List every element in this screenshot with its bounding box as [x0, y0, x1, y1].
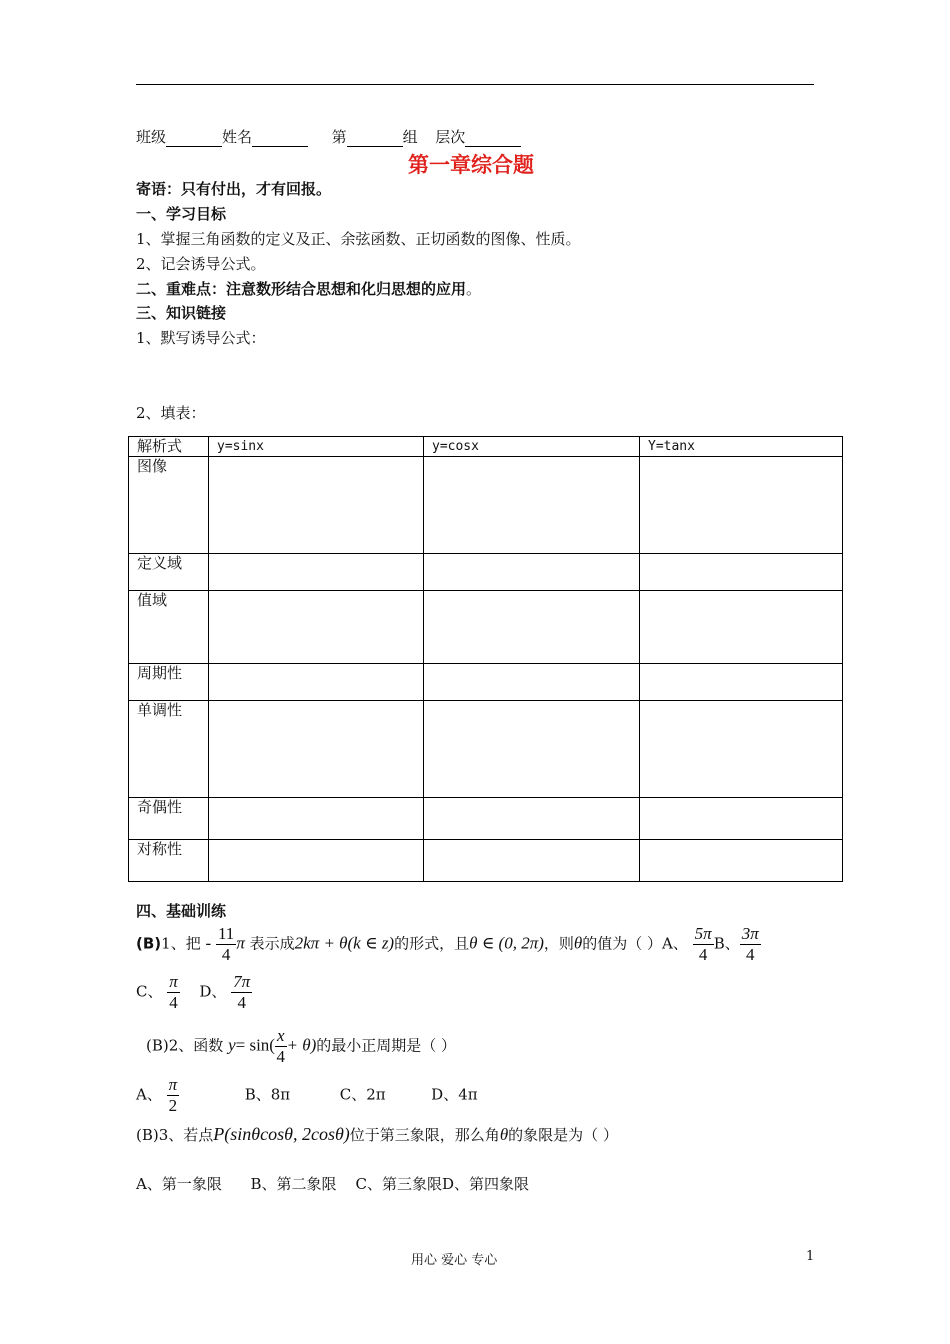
- header-cell-tan: Y=tanx: [640, 437, 843, 457]
- table-row: [129, 798, 843, 840]
- table-cell[interactable]: [424, 798, 640, 840]
- q3-text-a: (B)3、若点: [136, 1126, 214, 1144]
- question-1: [136, 924, 761, 965]
- student-info-line: [136, 126, 521, 147]
- q1-fraction: [216, 924, 236, 965]
- q1-text-e: 的值为（ ）A、: [582, 934, 688, 953]
- table-cell[interactable]: [209, 798, 424, 840]
- q1-cond: θ ∈ (0, 2π): [469, 933, 544, 953]
- table-row: [129, 840, 843, 882]
- q1-optc-den: 4: [169, 993, 178, 1012]
- q2-opta-num: π: [168, 1075, 178, 1094]
- group-suffix: 组: [402, 128, 418, 146]
- level-blank[interactable]: [465, 128, 521, 147]
- question-2: [146, 1026, 456, 1067]
- q1-num: 11: [217, 924, 235, 943]
- q2-option-a: [167, 1075, 180, 1116]
- section-knowledge-heading: 三、知识链接: [136, 304, 227, 322]
- name-label: 姓名: [222, 128, 253, 146]
- q1-opta-num: 5π: [694, 924, 712, 943]
- header-rule: [136, 84, 814, 85]
- group-blank[interactable]: [347, 128, 403, 147]
- question-3-options: A、第一象限 B、第二象限 C、第三象限D、第四象限: [136, 1175, 530, 1193]
- table-cell[interactable]: [640, 457, 843, 554]
- row-label-graph: 图像: [129, 457, 209, 554]
- q1-optd-num: 7π: [233, 972, 251, 991]
- question-1-options-cd: [136, 972, 252, 1013]
- q2-text-a: (B)2、函数: [146, 1036, 224, 1055]
- table-row: [129, 664, 843, 701]
- row-label-monotonicity: 单调性: [129, 701, 209, 798]
- table-cell[interactable]: [640, 554, 843, 591]
- header-cell: 解析式: [129, 437, 209, 457]
- table-cell[interactable]: [424, 457, 640, 554]
- table-row: [129, 457, 843, 554]
- header-cell-sin: y=sinx: [209, 437, 424, 457]
- table-row: [129, 591, 843, 664]
- q3-point: P(sinθcosθ, 2cosθ): [213, 1124, 350, 1144]
- section-goals-heading: 一、学习目标: [136, 205, 227, 223]
- key-points-period: 。: [466, 280, 482, 298]
- q1-text-a: 1、把: [161, 934, 201, 953]
- level-label: 层次: [435, 128, 466, 146]
- table-cell[interactable]: [424, 840, 640, 882]
- q2-option-d: D、4π: [431, 1085, 478, 1104]
- q2-tail: + θ): [286, 1035, 317, 1055]
- class-label: 班级: [136, 128, 167, 146]
- q2-eq: = sin(: [235, 1035, 275, 1055]
- row-label-period: 周期性: [129, 664, 209, 701]
- name-blank[interactable]: [252, 128, 308, 147]
- key-points-text: 二、重难点：注意数形结合思想和化归思想的应用: [136, 280, 467, 298]
- page-number: 1: [806, 1249, 815, 1264]
- q1-optb-den: 4: [745, 945, 755, 964]
- table-cell[interactable]: [424, 554, 640, 591]
- goal-item-2: 2、记会诱导公式。: [136, 255, 266, 273]
- table-cell[interactable]: [640, 591, 843, 664]
- q1-option-a: [693, 924, 714, 965]
- q1-tag: (B): [136, 934, 162, 953]
- knowledge-item-1: 1、默写诱导公式：: [136, 329, 266, 347]
- table-cell[interactable]: [209, 554, 424, 591]
- header-cell-cos: y=cosx: [424, 437, 640, 457]
- table-cell[interactable]: [209, 701, 424, 798]
- table-cell[interactable]: [424, 701, 640, 798]
- q1-den: 4: [221, 945, 231, 964]
- function-properties-table: [128, 436, 843, 882]
- q3-text-b: 位于第三象限，那么角: [349, 1126, 500, 1144]
- knowledge-item-2: 2、填表：: [136, 404, 206, 422]
- table-cell[interactable]: [209, 457, 424, 554]
- question-3: [136, 1124, 618, 1145]
- q1-pi: π: [236, 933, 245, 953]
- footer-slogan: 用心 爱心 专心: [411, 1253, 498, 1268]
- q1-text-c: 的形式，且: [394, 934, 470, 953]
- q2-opta-den: 2: [168, 1096, 178, 1115]
- section-key-points-heading: [136, 278, 481, 299]
- table-cell[interactable]: [424, 664, 640, 701]
- q1-optb-label: B、: [713, 934, 740, 953]
- table-row: [129, 701, 843, 798]
- q1-neg: -: [205, 933, 212, 953]
- table-cell[interactable]: [209, 840, 424, 882]
- class-blank[interactable]: [166, 128, 222, 147]
- q1-option-c: [167, 972, 180, 1013]
- row-label-range: 值域: [129, 591, 209, 664]
- row-label-parity: 奇偶性: [129, 798, 209, 840]
- q2-option-b: B、8π: [244, 1085, 291, 1104]
- q1-option-b: [740, 924, 761, 965]
- section-exercises-heading: 四、基础训练: [136, 902, 227, 920]
- table-cell[interactable]: [640, 840, 843, 882]
- table-cell[interactable]: [640, 664, 843, 701]
- q1-expr: 2kπ + θ(k ∈ z): [294, 933, 395, 953]
- q2-option-c: C、2π: [339, 1085, 386, 1104]
- question-2-options: [136, 1075, 478, 1116]
- table-cell[interactable]: [640, 701, 843, 798]
- table-cell[interactable]: [424, 591, 640, 664]
- q1-optc-label: C、: [136, 982, 163, 1001]
- table-cell[interactable]: [209, 591, 424, 664]
- q3-text-c: 的象限是为（ ）: [508, 1126, 618, 1144]
- row-label-domain: 定义域: [129, 554, 209, 591]
- table-cell[interactable]: [640, 798, 843, 840]
- page-title: 第一章综合题: [408, 153, 534, 177]
- row-label-symmetry: 对称性: [129, 840, 209, 882]
- q1-opta-den: 4: [698, 945, 708, 964]
- q1-optc-num: π: [169, 972, 178, 991]
- q1-optd-den: 4: [237, 993, 246, 1012]
- q1-optd-label: D、: [199, 982, 227, 1001]
- q3-theta: θ: [499, 1125, 509, 1144]
- q2-y: y: [228, 1035, 236, 1055]
- q1-option-d: [231, 972, 252, 1013]
- q1-text-b: 表示成: [249, 934, 295, 953]
- q2-text-b: 的最小正周期是（ ）: [316, 1036, 457, 1055]
- table-header-row: [129, 437, 843, 457]
- q2-num: x: [276, 1026, 285, 1045]
- group-prefix: 第: [331, 128, 347, 146]
- goal-item-1: 1、掌握三角函数的定义及正、余弦函数、正切函数的图像、性质。: [136, 230, 581, 248]
- motto: 寄语：只有付出，才有回报。: [136, 180, 332, 198]
- q1-text-d: ，则: [543, 934, 574, 953]
- table-row: [129, 554, 843, 591]
- q1-optb-num: 3π: [741, 924, 759, 943]
- table-cell[interactable]: [209, 664, 424, 701]
- q2-den: 4: [276, 1047, 285, 1066]
- q1-theta: θ: [573, 933, 583, 953]
- q2-fraction: [275, 1026, 287, 1067]
- q2-opta-label: A、: [136, 1085, 162, 1104]
